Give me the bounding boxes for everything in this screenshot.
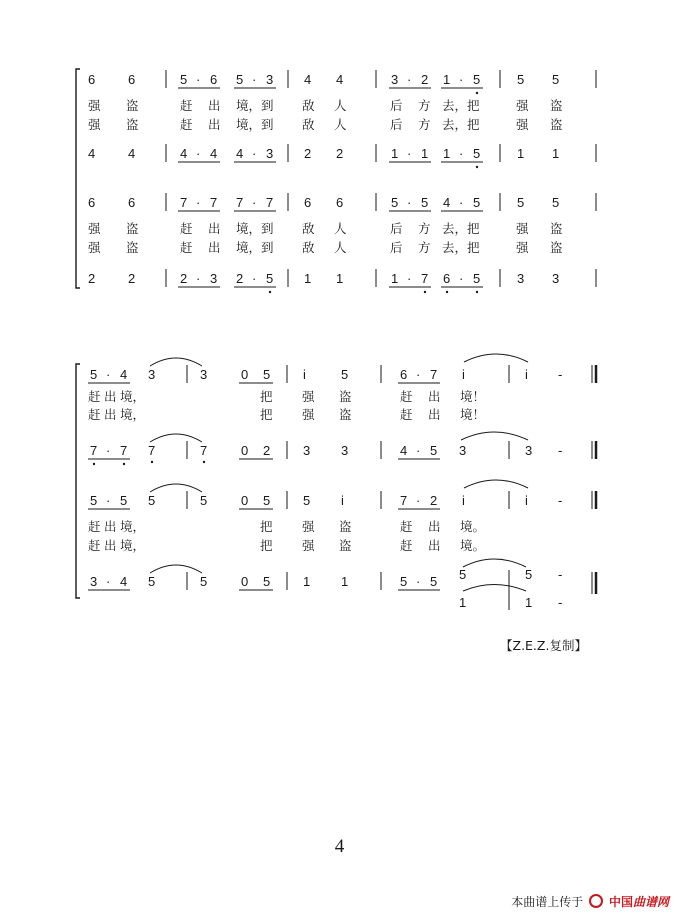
note: 1 bbox=[391, 146, 399, 161]
lyric: 强 bbox=[516, 117, 529, 132]
lyric: 出 bbox=[208, 117, 221, 132]
system-2 bbox=[76, 354, 596, 610]
site-logo-icon bbox=[589, 894, 603, 908]
note: 5 bbox=[421, 195, 429, 210]
note: 0 bbox=[241, 493, 249, 508]
note: 3 bbox=[341, 443, 349, 458]
lyric: 出 bbox=[208, 221, 221, 236]
lyrics-line bbox=[88, 389, 485, 404]
lyric: 境，到 bbox=[236, 117, 274, 132]
lyric: 赶 bbox=[180, 240, 193, 255]
note: 1 bbox=[421, 146, 429, 161]
note: 2 bbox=[304, 146, 312, 161]
note: 1 bbox=[443, 72, 451, 87]
note: 6 bbox=[336, 195, 344, 210]
dot: · bbox=[416, 443, 421, 458]
note: 5 bbox=[400, 574, 408, 589]
lyric: 方 bbox=[418, 98, 431, 113]
note: 7 bbox=[236, 195, 244, 210]
dot: · bbox=[407, 146, 412, 161]
lyric: 后 bbox=[390, 221, 403, 236]
lyric: 赶 bbox=[400, 519, 413, 534]
note: 7 bbox=[400, 493, 408, 508]
tie bbox=[463, 559, 526, 567]
note: 3 bbox=[303, 443, 311, 458]
lyric: 赶 bbox=[180, 98, 193, 113]
note: 2 bbox=[263, 443, 271, 458]
lyric: 敌 bbox=[302, 98, 315, 113]
lyric: 敌 bbox=[302, 221, 315, 236]
dot: · bbox=[252, 195, 257, 210]
lyric: 强 bbox=[516, 221, 529, 236]
footer-brand: 中国 bbox=[608, 895, 633, 909]
note: 5 bbox=[200, 574, 208, 589]
lyric: 强 bbox=[88, 240, 101, 255]
lyric: 盗 bbox=[339, 389, 352, 404]
dot: · bbox=[252, 271, 257, 286]
lyric: 强 bbox=[516, 240, 529, 255]
tie bbox=[150, 358, 202, 366]
note: 3 bbox=[517, 271, 525, 286]
lyric: 赶 bbox=[400, 389, 413, 404]
note: i bbox=[303, 367, 306, 382]
lyric: 境。 bbox=[460, 519, 486, 534]
dot: · bbox=[416, 493, 421, 508]
note: - bbox=[558, 595, 563, 610]
note: 5 bbox=[473, 146, 481, 161]
system-bracket bbox=[76, 69, 80, 288]
note: 3 bbox=[148, 367, 156, 382]
note: 2 bbox=[128, 271, 136, 286]
note: 6 bbox=[304, 195, 312, 210]
tie bbox=[461, 432, 528, 440]
dot: · bbox=[106, 574, 111, 589]
dot: · bbox=[196, 195, 201, 210]
lyrics-line bbox=[88, 407, 485, 422]
note: 5 bbox=[525, 567, 533, 582]
note: 5 bbox=[430, 443, 438, 458]
note: 5 bbox=[236, 72, 244, 87]
note: 0 bbox=[241, 367, 249, 382]
staff bbox=[88, 354, 596, 383]
lyric: 去，把 bbox=[442, 117, 480, 132]
page-number: 4 bbox=[334, 836, 345, 857]
dot: · bbox=[106, 367, 111, 382]
note: 4 bbox=[336, 72, 344, 87]
note: i bbox=[525, 493, 528, 508]
lyric: 盗 bbox=[550, 240, 563, 255]
octave-dot bbox=[476, 92, 478, 94]
lyric: 盗 bbox=[339, 538, 352, 553]
lyric: 人 bbox=[334, 221, 347, 236]
lyric: 赶 bbox=[180, 221, 193, 236]
lyric: 把 bbox=[260, 538, 273, 553]
dot: · bbox=[416, 574, 421, 589]
staff bbox=[88, 269, 596, 293]
lyric: 盗 bbox=[126, 221, 139, 236]
note: 5 bbox=[517, 195, 525, 210]
note: 7 bbox=[148, 443, 156, 458]
note: 7 bbox=[120, 443, 128, 458]
note: - bbox=[558, 443, 563, 458]
octave-dot bbox=[476, 291, 478, 293]
note: 2 bbox=[180, 271, 188, 286]
dot: · bbox=[407, 271, 412, 286]
lyric: 出 bbox=[208, 240, 221, 255]
lyric: 赶 bbox=[400, 538, 413, 553]
staff bbox=[88, 193, 596, 211]
lyric: 方 bbox=[418, 221, 431, 236]
note: - bbox=[558, 567, 563, 582]
lyric: 盗 bbox=[550, 117, 563, 132]
lyric: 把 bbox=[260, 389, 273, 404]
lyric: 强 bbox=[88, 117, 101, 132]
note: 5 bbox=[303, 493, 311, 508]
lyrics-line bbox=[88, 519, 485, 534]
staff bbox=[88, 144, 596, 168]
lyric: 后 bbox=[390, 98, 403, 113]
lyric: 人 bbox=[334, 117, 347, 132]
lyric: 境， bbox=[120, 389, 146, 404]
lyrics-line bbox=[88, 538, 485, 553]
note: 1 bbox=[443, 146, 451, 161]
dot: · bbox=[196, 146, 201, 161]
note: 4 bbox=[180, 146, 188, 161]
note: 6 bbox=[88, 195, 96, 210]
note: 4 bbox=[443, 195, 451, 210]
lyric: 赶 bbox=[400, 407, 413, 422]
dot: · bbox=[407, 72, 412, 87]
note: 1 bbox=[552, 146, 560, 161]
tie bbox=[150, 484, 202, 492]
note: 5 bbox=[266, 271, 274, 286]
note: 7 bbox=[200, 443, 208, 458]
lyric: 去，把 bbox=[442, 98, 480, 113]
lyric: 境， bbox=[120, 519, 146, 534]
lyrics-line bbox=[88, 221, 563, 236]
note: 5 bbox=[473, 195, 481, 210]
note: 1 bbox=[303, 574, 311, 589]
lyric: 境，到 bbox=[236, 240, 274, 255]
lyric: 出 bbox=[208, 98, 221, 113]
octave-dot bbox=[446, 291, 448, 293]
note: 6 bbox=[443, 271, 451, 286]
dot: · bbox=[196, 72, 201, 87]
note: 5 bbox=[263, 367, 271, 382]
dot: · bbox=[407, 195, 412, 210]
note: 5 bbox=[90, 493, 98, 508]
note: 3 bbox=[459, 443, 467, 458]
note: 5 bbox=[341, 367, 349, 382]
system-1 bbox=[76, 69, 596, 293]
note: 4 bbox=[400, 443, 408, 458]
note: 4 bbox=[120, 574, 128, 589]
lyric: 出 bbox=[104, 538, 117, 553]
note: i bbox=[462, 493, 465, 508]
site-footer bbox=[511, 893, 669, 910]
lyric: 人 bbox=[334, 240, 347, 255]
note: 4 bbox=[304, 72, 312, 87]
note: 5 bbox=[263, 493, 271, 508]
note: i bbox=[341, 493, 344, 508]
dot: · bbox=[106, 493, 111, 508]
lyric: 后 bbox=[390, 117, 403, 132]
note: 2 bbox=[336, 146, 344, 161]
note: 0 bbox=[241, 443, 249, 458]
footer-prefix: 本曲谱上传于 bbox=[511, 895, 584, 909]
octave-dot bbox=[123, 463, 125, 465]
lyric: 方 bbox=[418, 117, 431, 132]
octave-dot bbox=[424, 291, 426, 293]
lyric: 赶 bbox=[88, 407, 101, 422]
lyric: 盗 bbox=[339, 519, 352, 534]
lyric: 境， bbox=[120, 407, 146, 422]
lyric: 强 bbox=[302, 538, 315, 553]
octave-dot bbox=[269, 291, 271, 293]
system-bracket bbox=[76, 364, 80, 598]
dot: · bbox=[459, 271, 464, 286]
lyric: 境！ bbox=[460, 407, 486, 422]
note: 2 bbox=[88, 271, 96, 286]
dot: · bbox=[106, 443, 111, 458]
lyric: 赶 bbox=[88, 389, 101, 404]
note: 5 bbox=[430, 574, 438, 589]
note: 2 bbox=[421, 72, 429, 87]
note: i bbox=[525, 367, 528, 382]
note: 1 bbox=[459, 595, 467, 610]
lyric: 盗 bbox=[126, 117, 139, 132]
note: 6 bbox=[88, 72, 96, 87]
note: 4 bbox=[128, 146, 136, 161]
lyric: 出 bbox=[104, 407, 117, 422]
lyric: 境， bbox=[120, 538, 146, 553]
note: 2 bbox=[430, 493, 438, 508]
note: 4 bbox=[236, 146, 244, 161]
note: 7 bbox=[421, 271, 429, 286]
lyric: 后 bbox=[390, 240, 403, 255]
note: 1 bbox=[517, 146, 525, 161]
dot: · bbox=[459, 146, 464, 161]
lyric: 赶 bbox=[88, 519, 101, 534]
dot: · bbox=[196, 271, 201, 286]
lyric: 把 bbox=[260, 407, 273, 422]
note: 4 bbox=[88, 146, 96, 161]
note: - bbox=[558, 493, 563, 508]
note: 3 bbox=[90, 574, 98, 589]
lyric: 强 bbox=[88, 221, 101, 236]
note: - bbox=[558, 367, 563, 382]
lyric: 人 bbox=[334, 98, 347, 113]
lyric: 强 bbox=[302, 389, 315, 404]
lyric: 境！ bbox=[460, 389, 486, 404]
note: 3 bbox=[391, 72, 399, 87]
footer-brand-2: 曲谱网 bbox=[632, 895, 669, 909]
tie bbox=[464, 354, 528, 362]
octave-dot bbox=[151, 461, 153, 463]
copyright-note: 【Z.E.Z.复制】 bbox=[500, 638, 587, 653]
lyric: 方 bbox=[418, 240, 431, 255]
note: 7 bbox=[90, 443, 98, 458]
note: 3 bbox=[266, 146, 274, 161]
note: 7 bbox=[180, 195, 188, 210]
note: 3 bbox=[210, 271, 218, 286]
lyric: 敌 bbox=[302, 240, 315, 255]
lyric: 盗 bbox=[550, 221, 563, 236]
note: 5 bbox=[200, 493, 208, 508]
note: 5 bbox=[459, 567, 467, 582]
note: 1 bbox=[341, 574, 349, 589]
note: 5 bbox=[263, 574, 271, 589]
lyric: 出 bbox=[428, 538, 441, 553]
note: 4 bbox=[120, 367, 128, 382]
note: 5 bbox=[120, 493, 128, 508]
lyric: 出 bbox=[428, 407, 441, 422]
note: 6 bbox=[128, 195, 136, 210]
dot: · bbox=[252, 72, 257, 87]
lyric: 出 bbox=[428, 389, 441, 404]
octave-dot bbox=[476, 166, 478, 168]
note: 5 bbox=[90, 367, 98, 382]
note: 7 bbox=[430, 367, 438, 382]
tie bbox=[150, 434, 202, 442]
note: 0 bbox=[241, 574, 249, 589]
note: 1 bbox=[391, 271, 399, 286]
note: 7 bbox=[210, 195, 218, 210]
note: 3 bbox=[200, 367, 208, 382]
note: 4 bbox=[210, 146, 218, 161]
octave-dot bbox=[93, 463, 95, 465]
lyrics-line bbox=[88, 240, 563, 255]
staff bbox=[88, 480, 596, 509]
note: 5 bbox=[552, 72, 560, 87]
lyric: 境，到 bbox=[236, 98, 274, 113]
lyric: 赶 bbox=[88, 538, 101, 553]
octave-dot bbox=[203, 461, 205, 463]
note: 5 bbox=[148, 493, 156, 508]
lyric: 把 bbox=[260, 519, 273, 534]
dot: · bbox=[459, 72, 464, 87]
lyric: 境。 bbox=[460, 538, 486, 553]
note: 6 bbox=[128, 72, 136, 87]
note: 5 bbox=[473, 72, 481, 87]
note: i bbox=[462, 367, 465, 382]
lyrics-line bbox=[88, 98, 563, 113]
lyric: 盗 bbox=[550, 98, 563, 113]
tie bbox=[150, 565, 202, 573]
note: 5 bbox=[473, 271, 481, 286]
lyric: 去，把 bbox=[442, 221, 480, 236]
note: 5 bbox=[180, 72, 188, 87]
staff bbox=[88, 559, 596, 610]
tie bbox=[464, 480, 528, 488]
staff bbox=[88, 70, 596, 94]
lyric: 强 bbox=[88, 98, 101, 113]
lyrics-line bbox=[88, 117, 563, 132]
tie bbox=[463, 585, 526, 592]
lyric: 盗 bbox=[339, 407, 352, 422]
lyric: 出 bbox=[104, 519, 117, 534]
lyric: 敌 bbox=[302, 117, 315, 132]
lyric: 强 bbox=[302, 519, 315, 534]
note: 6 bbox=[210, 72, 218, 87]
lyric: 去，把 bbox=[442, 240, 480, 255]
lyric: 强 bbox=[302, 407, 315, 422]
note: 3 bbox=[552, 271, 560, 286]
note: 1 bbox=[525, 595, 533, 610]
lyric: 境，到 bbox=[236, 221, 274, 236]
dot: · bbox=[459, 195, 464, 210]
note: 1 bbox=[304, 271, 312, 286]
dot: · bbox=[252, 146, 257, 161]
lyric: 赶 bbox=[180, 117, 193, 132]
note: 2 bbox=[236, 271, 244, 286]
note: 5 bbox=[552, 195, 560, 210]
lyric: 强 bbox=[516, 98, 529, 113]
note: 7 bbox=[266, 195, 274, 210]
note: 6 bbox=[400, 367, 408, 382]
lyric: 出 bbox=[428, 519, 441, 534]
note: 3 bbox=[266, 72, 274, 87]
lyric: 盗 bbox=[126, 98, 139, 113]
note: 5 bbox=[517, 72, 525, 87]
staff bbox=[88, 432, 596, 465]
note: 3 bbox=[525, 443, 533, 458]
note: 1 bbox=[336, 271, 344, 286]
note: 5 bbox=[391, 195, 399, 210]
lyric: 盗 bbox=[126, 240, 139, 255]
dot: · bbox=[416, 367, 421, 382]
note: 5 bbox=[148, 574, 156, 589]
lyric: 出 bbox=[104, 389, 117, 404]
